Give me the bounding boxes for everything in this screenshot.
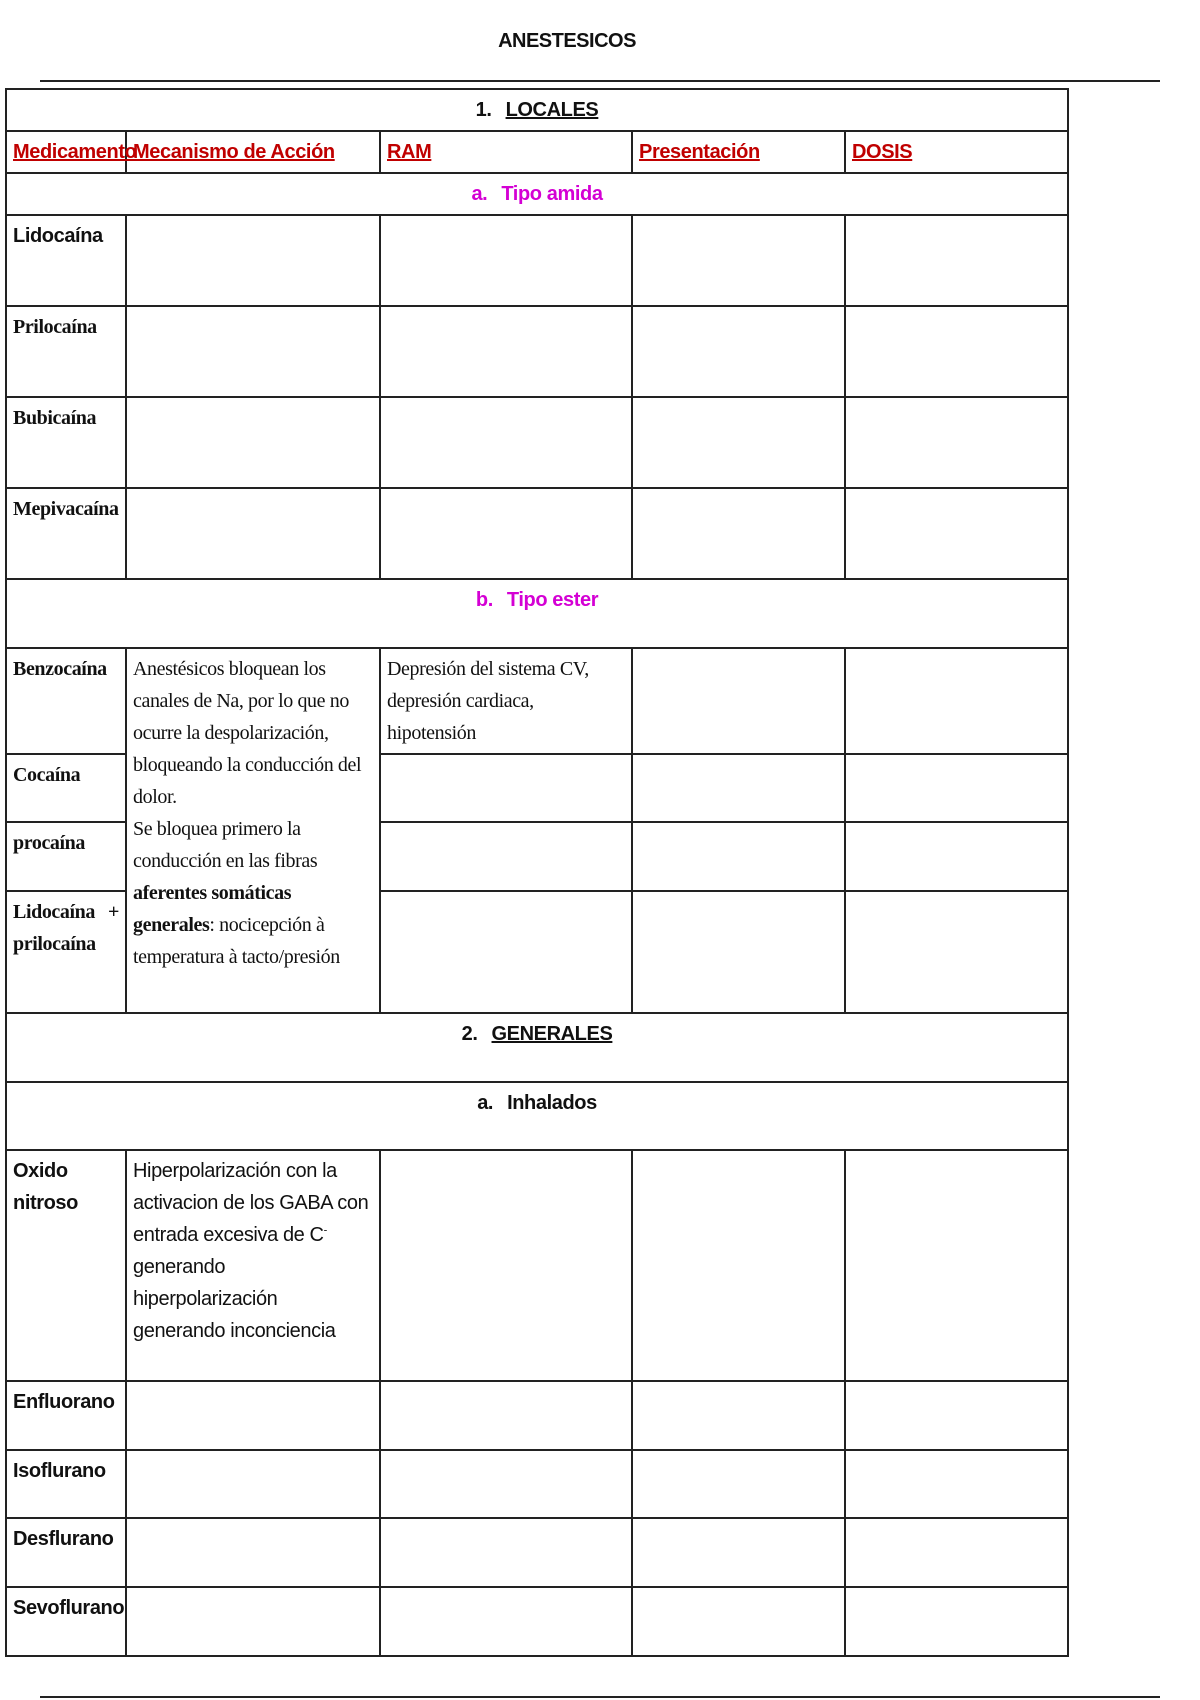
dose-cell: [845, 1150, 1068, 1381]
dose-cell: [845, 1450, 1068, 1518]
section-number: 1.: [475, 99, 492, 121]
mechanism-cell: [126, 397, 380, 488]
section-row-generales: [6, 1013, 1068, 1082]
anesthetics-table: [5, 88, 1069, 1657]
header-mecanismo: Mecanismo de Acción: [126, 131, 380, 173]
presentation-cell: [632, 1450, 845, 1518]
mechanism-text-bold: aferentes somáticas generales: [133, 882, 292, 936]
mechanism-cell: [126, 1587, 380, 1656]
header-medicamento: Medicamento: [6, 131, 126, 173]
subsection-letter: b.: [475, 589, 493, 611]
plus-sign: +: [108, 901, 119, 923]
ram-cell: [380, 891, 632, 1013]
subsection-label: Tipo ester: [506, 589, 599, 611]
mechanism-cell: [126, 488, 380, 579]
subsection-letter: a.: [477, 1092, 494, 1114]
ram-cell: [380, 1450, 632, 1518]
presentation-cell: [632, 306, 845, 397]
ram-cell: [380, 754, 632, 822]
header-presentacion: Presentación: [632, 131, 845, 173]
ram-cell: Depresión del sistema CV, depresión cardiaca, hipotensión: [380, 648, 632, 754]
subsection-title-ester: [6, 579, 1068, 648]
table-row: [6, 1518, 1068, 1587]
ram-cell: [380, 1381, 632, 1450]
presentation-cell: [632, 1381, 845, 1450]
drug-name-part: prilocaína: [13, 933, 96, 955]
header-row: [6, 131, 1068, 173]
drug-name: Benzocaína: [6, 648, 126, 754]
mechanism-cell-oxido: [126, 1150, 380, 1381]
presentation-cell: [632, 1518, 845, 1587]
subsection-label: Inhalados: [507, 1092, 597, 1114]
subsection-row-amida: [6, 173, 1068, 215]
mechanism-text-b: generando hiperpolarización generando inconciencia: [133, 1256, 336, 1342]
drug-name: Sevoflurano: [6, 1587, 126, 1656]
drug-name: Lidocaína: [6, 215, 126, 306]
subsection-row-inhalados: [6, 1082, 1068, 1150]
mechanism-superscript: -: [323, 1224, 327, 1237]
subsection-letter: a.: [471, 183, 488, 205]
presentation-cell: [632, 822, 845, 891]
table-row: [6, 397, 1068, 488]
drug-name: Enfluorano: [6, 1381, 126, 1450]
drug-name: Oxido nitroso: [6, 1150, 126, 1381]
table-row: [6, 648, 1068, 754]
mechanism-cell: [126, 306, 380, 397]
presentation-cell: [632, 754, 845, 822]
dose-cell: [845, 397, 1068, 488]
table-row: [6, 1450, 1068, 1518]
ram-cell: [380, 397, 632, 488]
presentation-cell: [632, 1587, 845, 1656]
drug-name-combo: [6, 891, 126, 1013]
subsection-row-ester: [6, 579, 1068, 648]
section-title-locales: [6, 89, 1068, 131]
table-row: [6, 1381, 1068, 1450]
table-row: [6, 1587, 1068, 1656]
presentation-cell: [632, 215, 845, 306]
presentation-cell: [632, 488, 845, 579]
dose-cell: [845, 754, 1068, 822]
ram-cell: [380, 1150, 632, 1381]
mechanism-cell: [126, 1450, 380, 1518]
section-number: 2.: [461, 1023, 478, 1045]
table-row: [6, 215, 1068, 306]
subsection-title-inhalados: [6, 1082, 1068, 1150]
section-label: LOCALES: [505, 99, 599, 121]
ram-cell: [380, 488, 632, 579]
presentation-cell: [632, 397, 845, 488]
mechanism-text-p1: Anestésicos bloquean los canales de Na, por lo que no ocurre la despolarización, bloqueando la conducción del dolor.: [133, 658, 362, 808]
dose-cell: [845, 891, 1068, 1013]
dose-cell: [845, 215, 1068, 306]
dose-cell: [845, 1587, 1068, 1656]
drug-name: procaína: [6, 822, 126, 891]
mechanism-cell: [126, 215, 380, 306]
dose-cell: [845, 1381, 1068, 1450]
section-label: GENERALES: [491, 1023, 613, 1045]
ram-cell: [380, 1518, 632, 1587]
drug-name: Cocaína: [6, 754, 126, 822]
dose-cell: [845, 306, 1068, 397]
section-row-locales: [6, 89, 1068, 131]
header-dosis: DOSIS: [845, 131, 1068, 173]
drug-name: Desflurano: [6, 1518, 126, 1587]
mechanism-text-a: Hiperpolarización con la activacion de los GABA con entrada excesiva de C: [133, 1160, 369, 1246]
table-row: [6, 488, 1068, 579]
ram-cell: [380, 306, 632, 397]
drug-name: Bubicaína: [6, 397, 126, 488]
mechanism-cell: [126, 1518, 380, 1587]
mechanism-cell-ester: [126, 648, 380, 1013]
drug-name: Prilocaína: [6, 306, 126, 397]
dose-cell: [845, 1518, 1068, 1587]
dose-cell: [845, 822, 1068, 891]
presentation-cell: [632, 1150, 845, 1381]
drug-name-part: Lidocaína: [13, 901, 95, 923]
drug-name: Isoflurano: [6, 1450, 126, 1518]
subsection-label: Tipo amida: [501, 183, 603, 205]
subsection-title-amida: [6, 173, 1068, 215]
header-ram: RAM: [380, 131, 632, 173]
presentation-cell: [632, 648, 845, 754]
mechanism-text-p2a: Se bloquea primero la conducción en las fibras: [133, 818, 318, 872]
footer-rule: [40, 1696, 1160, 1698]
document-title: ANESTESICOS: [498, 30, 636, 52]
dose-cell: [845, 488, 1068, 579]
ram-cell: [380, 1587, 632, 1656]
ram-cell: [380, 822, 632, 891]
dose-cell: [845, 648, 1068, 754]
section-title-generales: [6, 1013, 1068, 1082]
table-row: [6, 1150, 1068, 1381]
ram-cell: [380, 215, 632, 306]
mechanism-text-p2b: : nocicepción à temperatura à tacto/presión: [133, 914, 340, 968]
mechanism-cell: [126, 1381, 380, 1450]
drug-name: Mepivacaína: [6, 488, 126, 579]
table-row: [6, 306, 1068, 397]
header-rule: [40, 80, 1160, 82]
presentation-cell: [632, 891, 845, 1013]
